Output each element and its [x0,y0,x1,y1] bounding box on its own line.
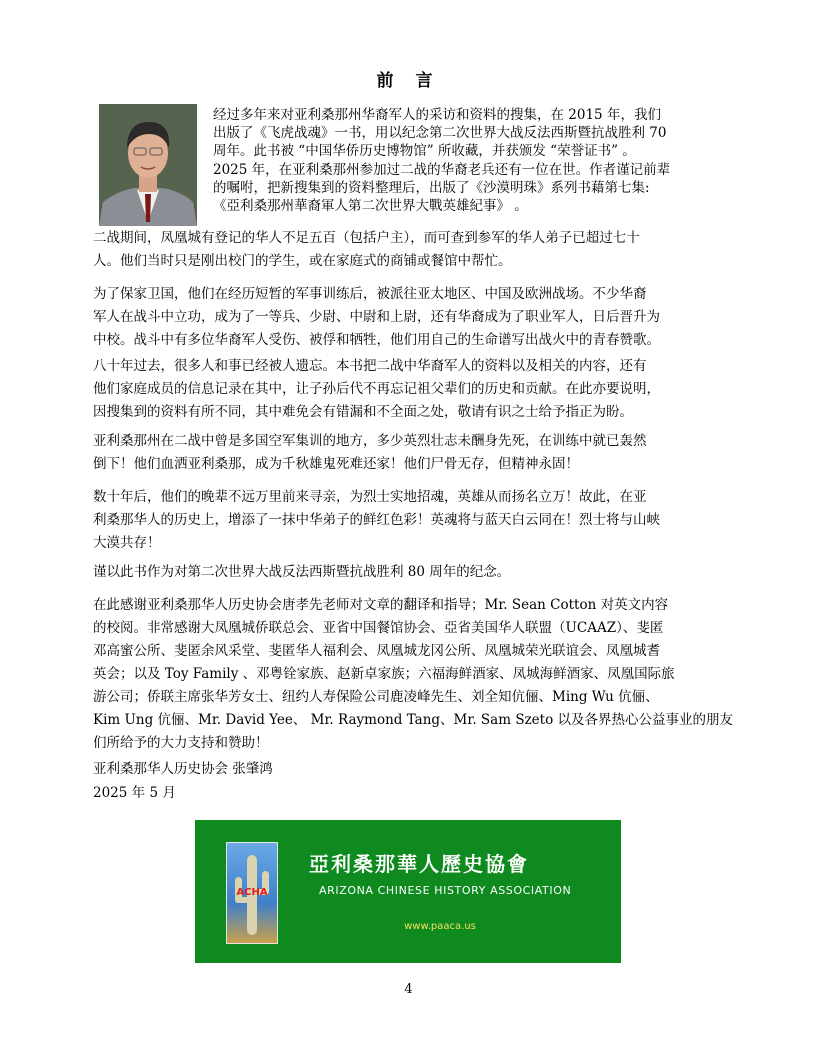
paragraph-line: 谨以此书作为对第二次世界大战反法西斯暨抗战胜利 80 周年的纪念。 [93,564,511,580]
paragraph-line: 人。他们当时只是刚出校门的学生，或在家庭式的商铺或餐馆中帮忙。 [93,253,512,269]
paragraph-line: Kim Ung 伉俪、Mr. David Yee、 Mr. Raymond Tang、Mr. Sam Szeto 以及各界热心公益事业的朋友 [93,712,734,728]
logo-english-name: ARIZONA CHINESE HISTORY ASSOCIATION [319,884,572,897]
paragraph-line: 游公司；侨联主席张华芳女士、纽约人寿保险公司鹿凌峰先生、刘全知伉俪、Ming Wu 伉俪、 [93,689,659,705]
date-line: 2025 年 5 月 [93,785,176,801]
paragraph-line: 因搜集到的资料有所不同，其中难免会有错漏和不全面之处，敬请有识之士给予指正为盼。 [93,404,633,420]
intro-line: 《亞利桑那州華裔軍人第二次世界大戰英雄紀事》 。 [213,198,528,214]
paragraph-line: 邓高蜜公所、斐匿余风采堂、斐匿华人福利会、凤凰城龙冈公所、凤凰城荣光联谊会、凤凰城耆 [93,643,660,659]
intro-line: 2025 年，在亚利桑那州参加过二战的华裔老兵还有一位在世。作者谨记前辈 [213,162,671,178]
page-number: 4 [404,982,413,997]
paragraph-line: 他们家庭成员的信息记录在其中，让子孙后代不再忘记祖父辈们的历史和贡献。在此亦要说明， [93,381,660,397]
association-logo-banner [195,820,621,963]
intro-line: 经过多年来对亚利桑那州华裔军人的采访和资料的搜集，在 2015 年，我们 [213,107,661,123]
author-photo [99,104,197,226]
paragraph-line: 的校阅。非常感谢大凤凰城侨联总会、亚省中国餐馆协会、亞省美国华人联盟（UCAAZ）、斐匿 [93,620,664,636]
paragraph-line: 英会；以及 Toy Family 、邓粤铨家族、赵新卓家族；六福海鲜酒家、凤城海鲜酒家、凤凰国际旅 [93,666,675,682]
paragraph-line: 数十年后，他们的晚辈不远万里前来寻亲，为烈士实地招魂，英雄从而扬名立万！故此，在亚 [93,489,647,505]
signature-line: 亚利桑那华人历史协会 张肇鸿 [93,761,273,777]
intro-line: 出版了《飞虎战魂》一书，用以纪念第二次世界大战反法西斯暨抗战胜利 70 [213,125,667,141]
paragraph-line: 大漠共存！ [93,535,161,551]
paragraph-line: 为了保家卫国，他们在经历短暂的军事训练后，被派往亚太地区、中国及欧洲战场。不少华裔 [93,286,647,302]
portrait-illustration [99,104,197,226]
page-title: 前 言 [376,71,441,91]
logo-chinese-name: 亞利桑那華人歷史協會 [309,852,529,876]
intro-line: 的嘱咐，把新搜集到的资料整理后，出版了《沙漠明珠》系列书藉第七集: [213,180,650,196]
paragraph-acknowledgements [93,594,734,755]
logo-website-url: www.paaca.us [404,921,476,932]
paragraph-battlefields [93,283,723,352]
intro-line: 周年。此书被 “中国华侨历史博物馆” 所收藏，并获颁发 “荣誉证书” 。 [213,143,636,159]
paragraph-remembrance [93,355,723,424]
paragraph-line: 军人在战斗中立功，成为了一等兵、少尉、中尉和上尉，还有华裔成为了职业军人，日后晋升为 [93,309,660,325]
paragraph-line: 倒下！他们血洒亚利桑那，成为千秋雄鬼死难还家！他们尸骨无存，但精神永固！ [93,456,579,472]
paragraph-wartime-community [93,227,723,273]
badge-acronym: ACHA [236,887,268,898]
paragraph-line: 在此感谢亚利桑那华人历史协会唐孝先老师对文章的翻译和指导；Mr. Sean Cotton 对英文内容 [93,597,669,613]
paragraph-line: 们所给予的大力支持和赞助！ [93,735,269,751]
paragraph-air-training [93,430,723,476]
paragraph-line: 中校。战斗中有多位华裔军人受伤、被俘和牺牲，他们用自己的生命谱写出战火中的青春赞歌。 [93,332,660,348]
paragraph-line: 亚利桑那州在二战中曾是多国空军集训的地方，多少英烈壮志未酬身先死，在训练中就已轰然 [93,433,647,449]
paragraph-line: 利桑那华人的历史上，增添了一抹中华弟子的鲜红色彩！英魂将与蓝天白云同在！烈士将与山峡 [93,512,660,528]
paragraph-line: 八十年过去，很多人和事已经被人遗忘。本书把二战中华裔军人的资料以及相关的内容，还有 [93,358,647,374]
paragraph-descendants [93,486,723,555]
paragraph-dedication [93,561,723,584]
paragraph-line: 二战期间，凤凰城有登记的华人不足五百（包括户主），而可查到参军的华人弟子已超过七十 [93,230,640,246]
